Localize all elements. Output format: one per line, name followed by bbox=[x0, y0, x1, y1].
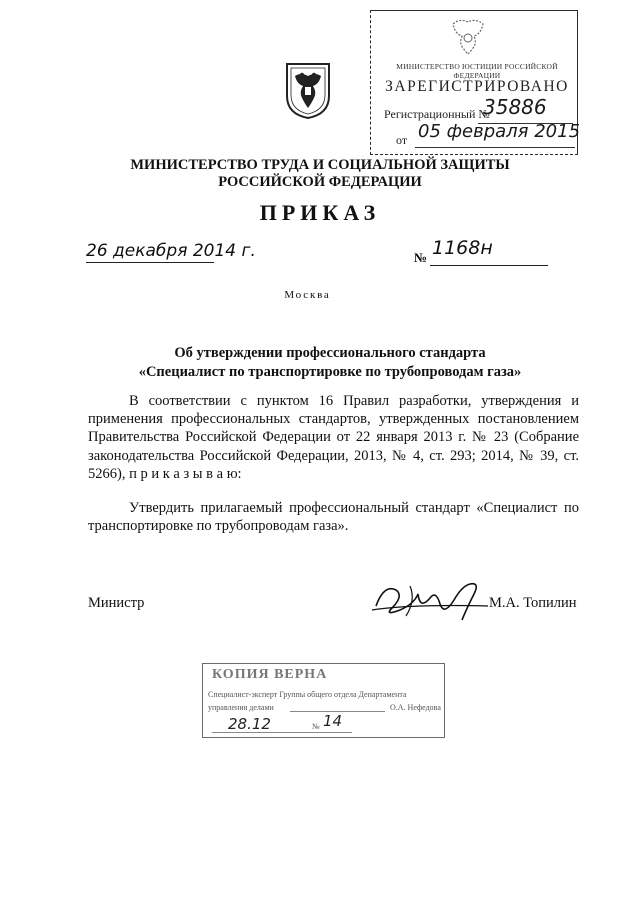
registration-title: ЗАРЕГИСТРИРОВАНО bbox=[385, 78, 569, 95]
signer-title: Министр bbox=[88, 595, 145, 611]
copy-stamp-position: Специалист-эксперт Группы общего отдела Департамента bbox=[208, 690, 407, 699]
order-date-rule bbox=[86, 262, 214, 263]
body-paragraph-1: В соответствии с пунктом 16 Правил разработки, утверждения и применения профессиональных стандартов, утвержденных постановлением Правительства Российской Федерации от 22 января 2013 г. № 23 (Собрание законодательства Российской Федерации, 2013, № 4, ст. 293; 2014, № 39, ст. 5266), п р и к а з ы в а ю: bbox=[88, 393, 579, 482]
signer-name: М.А. Топилин bbox=[489, 595, 577, 611]
document-type: ПРИКАЗ bbox=[259, 200, 381, 225]
copy-stamp-rule bbox=[212, 732, 352, 733]
order-number-label: № bbox=[414, 250, 428, 265]
registration-date-label: от bbox=[396, 133, 408, 147]
order-title-line2: «Специалист по транспортировке по трубопроводам газа» bbox=[138, 364, 522, 380]
registration-ministry: МИНИСТЕРСТВО ЮСТИЦИИ РОССИЙСКОЙ ФЕДЕРАЦИИ bbox=[396, 62, 558, 80]
eagle-seal-icon bbox=[445, 16, 491, 56]
registration-number-label: Регистрационный № bbox=[384, 107, 490, 121]
copy-stamp-date: 28.12 bbox=[228, 715, 271, 733]
copy-stamp-title: КОПИЯ ВЕРНА bbox=[212, 667, 328, 682]
order-number-rule bbox=[430, 265, 548, 266]
registration-number: 35886 bbox=[483, 95, 547, 119]
city: Москва bbox=[284, 289, 331, 301]
copy-stamp-number-label: № bbox=[312, 722, 320, 731]
ministry-name-line1: МИНИСТЕРСТВО ТРУДА И СОЦИАЛЬНОЙ ЗАЩИТЫ bbox=[130, 157, 510, 173]
copy-stamp-department: управления делами bbox=[208, 703, 274, 712]
copy-stamp-number: 14 bbox=[323, 712, 343, 730]
ministry-name-line2: РОССИЙСКОЙ ФЕДЕРАЦИИ bbox=[218, 174, 422, 190]
registration-date-rule bbox=[415, 147, 575, 148]
order-title-line1: Об утверждении профессионального стандарта bbox=[174, 345, 486, 361]
order-date: 26 декабря 2014 г. bbox=[86, 241, 256, 261]
copy-stamp-name: О.А. Нефедова bbox=[390, 703, 441, 712]
coat-of-arms-icon bbox=[283, 58, 333, 120]
handwritten-signature bbox=[370, 576, 495, 624]
body-paragraph-2: Утвердить прилагаемый профессиональный стандарт «Специалист по транспортировке по трубопроводам газа». bbox=[88, 500, 579, 535]
registration-date: 05 февраля 2015 bbox=[418, 121, 581, 142]
order-number: 1168н bbox=[432, 237, 493, 259]
